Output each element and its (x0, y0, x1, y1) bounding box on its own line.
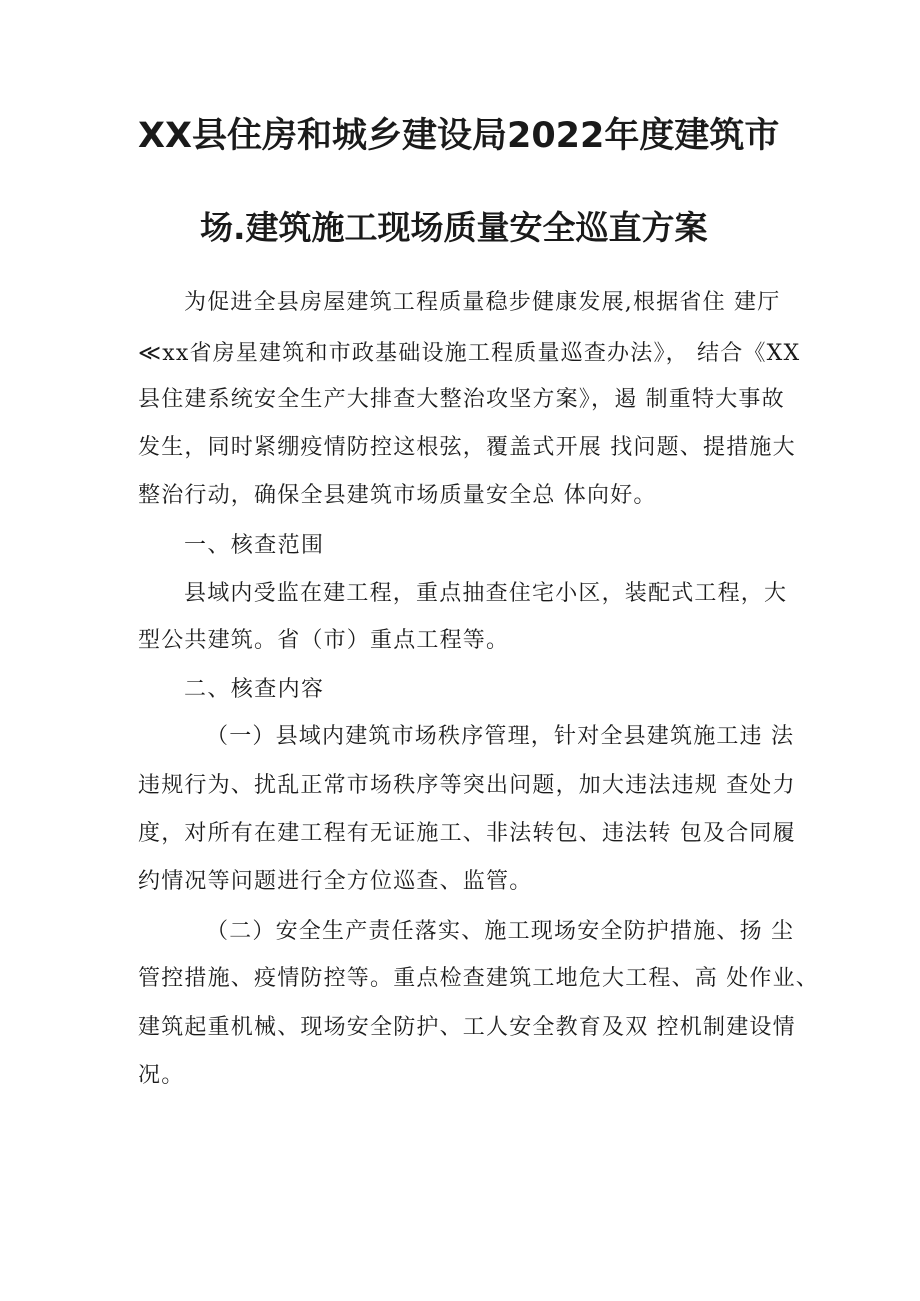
section-2-item-2-line: （二）安全生产责任落实、施工现场安全防护措施、扬 尘 (206, 919, 795, 944)
section-2-item-1-line: （一）县域内建筑市场秩序管理，针对全县建筑施工违 法 (206, 724, 795, 749)
section-2-item-1-line: 违规行为、扰乱正常市场秩序等突出问题，加大违法违规 查处力 (138, 773, 796, 798)
intro-line: 整治行动，确保全县建筑市场质量安全总 体向好。 (138, 483, 657, 508)
intro-line: ≪xx省房星建筑和市政基础设施工程质量巡查办法》， 结合《XX (138, 341, 801, 366)
document-title-line-2: 场.建筑施工现场质量安全巡直方案 (200, 208, 708, 247)
section-2-item-2-line: 管控措施、疫情防控等。重点检查建筑工地危大工程、高 处作业、 (138, 966, 819, 991)
section-2-item-1-line: 约情况等问题进行全方位巡查、监管。 (138, 869, 533, 894)
section-2-heading: 二、核查内容 (184, 677, 325, 702)
section-2-item-2-line: 建筑起重机械、现场安全防护、工人安全教育及双 控机制建设情 (138, 1015, 796, 1040)
document-title-line-1: XX县住房和城乡建设局2022年度建筑市 (138, 116, 780, 156)
section-1-heading: 一、核查范围 (184, 533, 325, 558)
section-1-line: 型公共建筑。省（市）重点工程等。 (138, 628, 510, 653)
intro-line: 县住建系统安全生产大排查大整治攻坚方案》，遏 制重特大事故 (138, 387, 785, 412)
intro-line: 发生，同时紧绷疫情防控这根弦，覆盖式开展 找问题、提措施大 (138, 435, 796, 460)
intro-line: 为促进全县房屋建筑工程质量稳步健康发展,根据省住 建厅 (184, 290, 781, 315)
section-2-item-2-line: 况。 (138, 1063, 185, 1088)
section-2-item-1-line: 度，对所有在建工程有无证施工、非法转包、违法转 包及合同履 (138, 821, 796, 846)
section-1-line: 县域内受监在建工程，重点抽查住宅小区，装配式工程，大 (184, 581, 788, 606)
